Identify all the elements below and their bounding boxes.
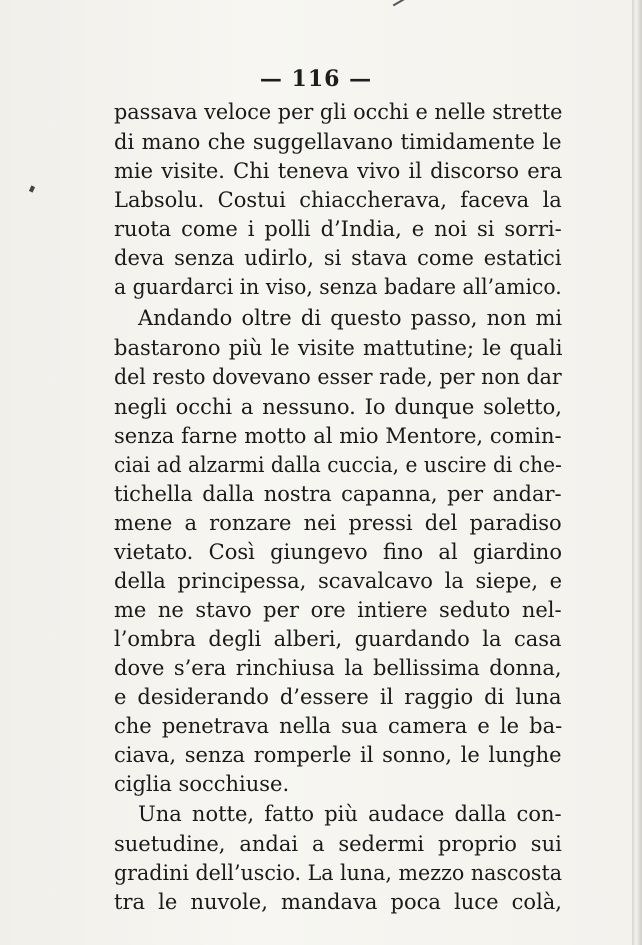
page-number: — 116 — xyxy=(259,66,373,92)
text-line: ciai ad alzarmi dalla cuccia, e uscire di che- xyxy=(114,453,562,477)
text-line: Andando oltre di questo passo, non mi xyxy=(138,306,563,330)
text-line: senza farne motto al mio Mentore, comin- xyxy=(114,424,562,448)
text-line: di mano che suggellavano timidamente le xyxy=(114,130,562,154)
text-line: vietato. Così giungevo fino al giardino xyxy=(114,540,562,564)
text-line: me ne stavo per ore intiere seduto nel- xyxy=(114,598,562,622)
text-line: ciava, senza romperle il sonno, le lunghe xyxy=(114,743,562,767)
text-line: mie visite. Chi teneva vivo il discorso era xyxy=(114,159,563,183)
text-line: che penetrava nella sua camera e le ba- xyxy=(114,714,563,738)
text-line: negli occhi a nessuno. Io dunque soletto, xyxy=(114,395,562,419)
text-line: Labsolu. Costui chiaccherava, faceva la xyxy=(114,188,562,212)
text-line: passava veloce per gli occhi e nelle strette xyxy=(114,100,563,124)
text-line: gradini dell’uscio. La luna, mezzo nascosta xyxy=(114,861,562,885)
text-line: mene a ronzare nei pressi del paradiso xyxy=(114,511,562,535)
page-edge xyxy=(632,0,642,945)
text-line: ruota come i polli d’India, e noi si sorri- xyxy=(114,217,562,241)
text-line: Una notte, fatto più audace dalla con- xyxy=(138,802,562,826)
text-line: bastarono più le visite mattutine; le quali xyxy=(114,336,563,360)
text-line: e desiderando d’essere il raggio di luna xyxy=(114,685,562,709)
text-line: del resto dovevano esser rade, per non dar xyxy=(114,365,562,389)
text-line: suetudine, andai a sedermi proprio sui xyxy=(114,832,562,856)
text-line: ciglia socchiuse. xyxy=(114,772,290,796)
text-line: tichella dalla nostra capanna, per andar- xyxy=(114,482,562,506)
text-line: della principessa, scavalcavo la siepe, e xyxy=(114,569,563,593)
margin-mark xyxy=(29,185,35,192)
text-line: deva senza udirlo, si stava come estatici xyxy=(114,246,562,270)
text-line: dove s’era rinchiusa la bellissima donna, xyxy=(114,656,562,680)
text-line: a guardarci in viso, senza badare all’amico. xyxy=(114,275,562,299)
text-line: l’ombra degli alberi, guardando la casa xyxy=(114,627,562,651)
pencil-mark xyxy=(393,0,410,6)
text-line: tra le nuvole, mandava poca luce colà, xyxy=(114,890,562,914)
